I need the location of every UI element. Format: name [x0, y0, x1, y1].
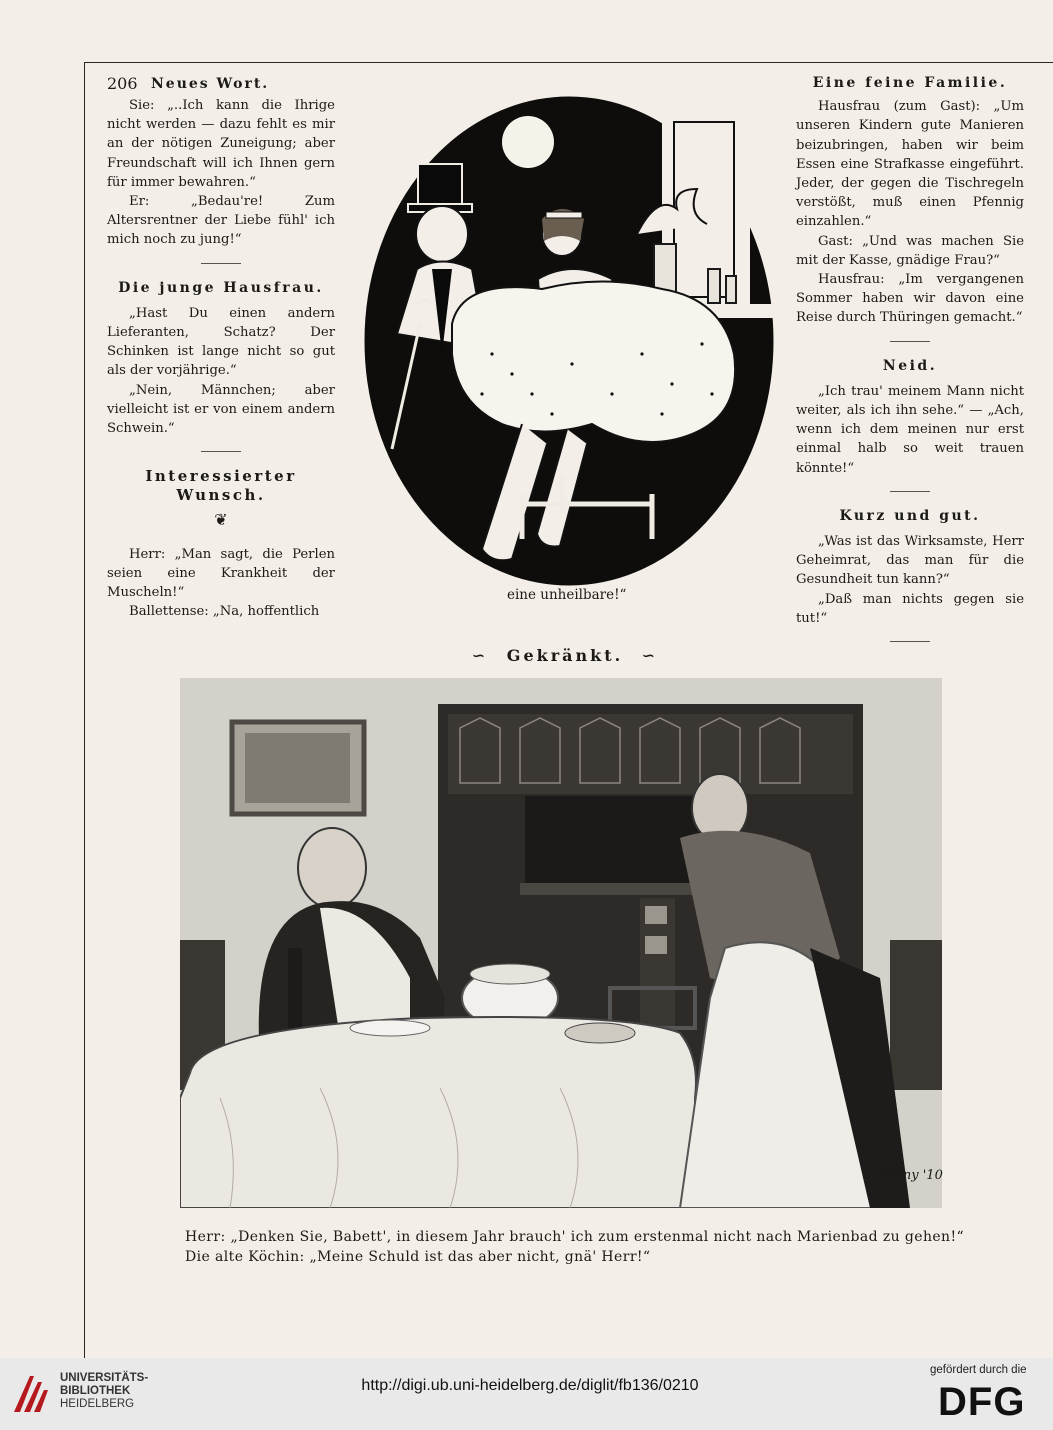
oval-illustration-ballet-dancer	[362, 94, 776, 588]
caption-line: Herr: „Denken Sie, Babett', in diesem Jahr brauch' ich zum erstenmal nicht nach Marienbad zu gehen!“	[185, 1229, 965, 1245]
left-border-rule	[84, 62, 85, 1422]
dfg-logo: DFG	[938, 1380, 1026, 1424]
section-title-feine-familie: Eine feine Familie.	[812, 75, 1008, 91]
flourish-left-icon: ∽	[471, 646, 489, 665]
page-number: 206	[107, 74, 138, 93]
left-column	[107, 74, 335, 622]
section-title-kurz-und-gut: Kurz und gut.	[839, 507, 981, 524]
library-name	[60, 1372, 148, 1411]
university-logo-icon	[10, 1372, 52, 1416]
main-illustration-dinner-scene	[180, 678, 942, 1208]
paragraph: Ballettense: „Na, hoffentlich	[129, 604, 320, 620]
paragraph: Sie: „..Ich kann die Ihrige nicht werden — dazu fehlt es mir an der nötigen Zuneigung; aber Freundschaft will ich Ihnen gern für immer bewahren.“	[107, 98, 335, 190]
illustration-title-text: Gekränkt.	[506, 646, 624, 665]
paragraph: Gast: „Und was machen Sie mit der Kasse, gnädige Frau?“	[796, 233, 1024, 268]
section-title-neid: Neid.	[882, 357, 938, 374]
funding-text: gefördert durch die	[930, 1364, 1027, 1376]
flourish-right-icon: ∽	[641, 646, 659, 665]
left-header	[107, 74, 335, 96]
section-title-junge-hausfrau: Die junge Hausfrau.	[118, 279, 324, 296]
section-title-neues-wort: Neues Wort.	[151, 76, 270, 92]
library-line: BIBLIOTHEK	[60, 1385, 131, 1397]
ornament-icon: ❦	[214, 509, 228, 529]
right-column	[796, 74, 1024, 657]
paragraph: Hausfrau (zum Gast): „Um unseren Kindern gute Manieren beizubringen, haben wir beim Essen eine Strafkasse eingeführt. Jeder, der gegen die Tischregeln verstößt, muß einen Pfennig einzahlen.“	[796, 99, 1024, 230]
paragraph: Hausfrau: „Im vergangenen Sommer haben wir davon eine Reise durch Thüringen gemacht.“	[796, 272, 1024, 326]
bottom-caption	[185, 1227, 1005, 1267]
caption-line: Die alte Köchin: „Meine Schuld ist das aber nicht, gnä' Herr!“	[185, 1249, 651, 1265]
footer-bar	[0, 1358, 1053, 1430]
library-line: HEIDELBERG	[60, 1398, 135, 1410]
separator	[890, 641, 930, 642]
paragraph: Er: „Bedau're! Zum Altersrentner der Liebe fühl' ich mich noch zu jung!“	[107, 194, 335, 248]
separator	[201, 263, 241, 264]
illustration-title	[440, 646, 690, 665]
paragraph: „Was ist das Wirksamste, Herr Geheimrat, das man für die Gesundheit tun kann?“	[796, 534, 1024, 588]
paragraph: Herr: „Man sagt, die Perlen seien eine Krankheit der Muscheln!“	[107, 546, 335, 601]
library-line: UNIVERSITÄTS-	[60, 1372, 149, 1384]
separator	[890, 341, 930, 342]
paragraph: „Nein, Männchen; aber vielleicht ist er von einem andern Schwein.“	[107, 382, 335, 437]
paragraph: „Ich trau' meinem Mann nicht weiter, als ich ihn sehe.“ — „Ach, wenn ich dem meinen nur erst einmal halb so weit trauen könnte!“	[796, 383, 1024, 476]
paragraph: „Daß man nichts gegen sie tut!“	[796, 591, 1024, 626]
top-border-rule	[84, 62, 1053, 63]
source-url-link[interactable]: http://digi.ub.uni-heidelberg.de/diglit/fb136/0210	[361, 1377, 699, 1394]
illustration-signature: Thöny '10	[878, 1168, 943, 1183]
paragraph: „Hast Du einen andern Lieferanten, Schatz? Der Schinken ist lange nicht so gut als der vorjährige.“	[107, 305, 335, 379]
section-title-interessierter-wunsch: Interessierter Wunsch.	[145, 467, 297, 505]
separator	[201, 451, 241, 452]
separator	[890, 491, 930, 492]
center-caption: eine unheilbare!“	[507, 587, 627, 603]
